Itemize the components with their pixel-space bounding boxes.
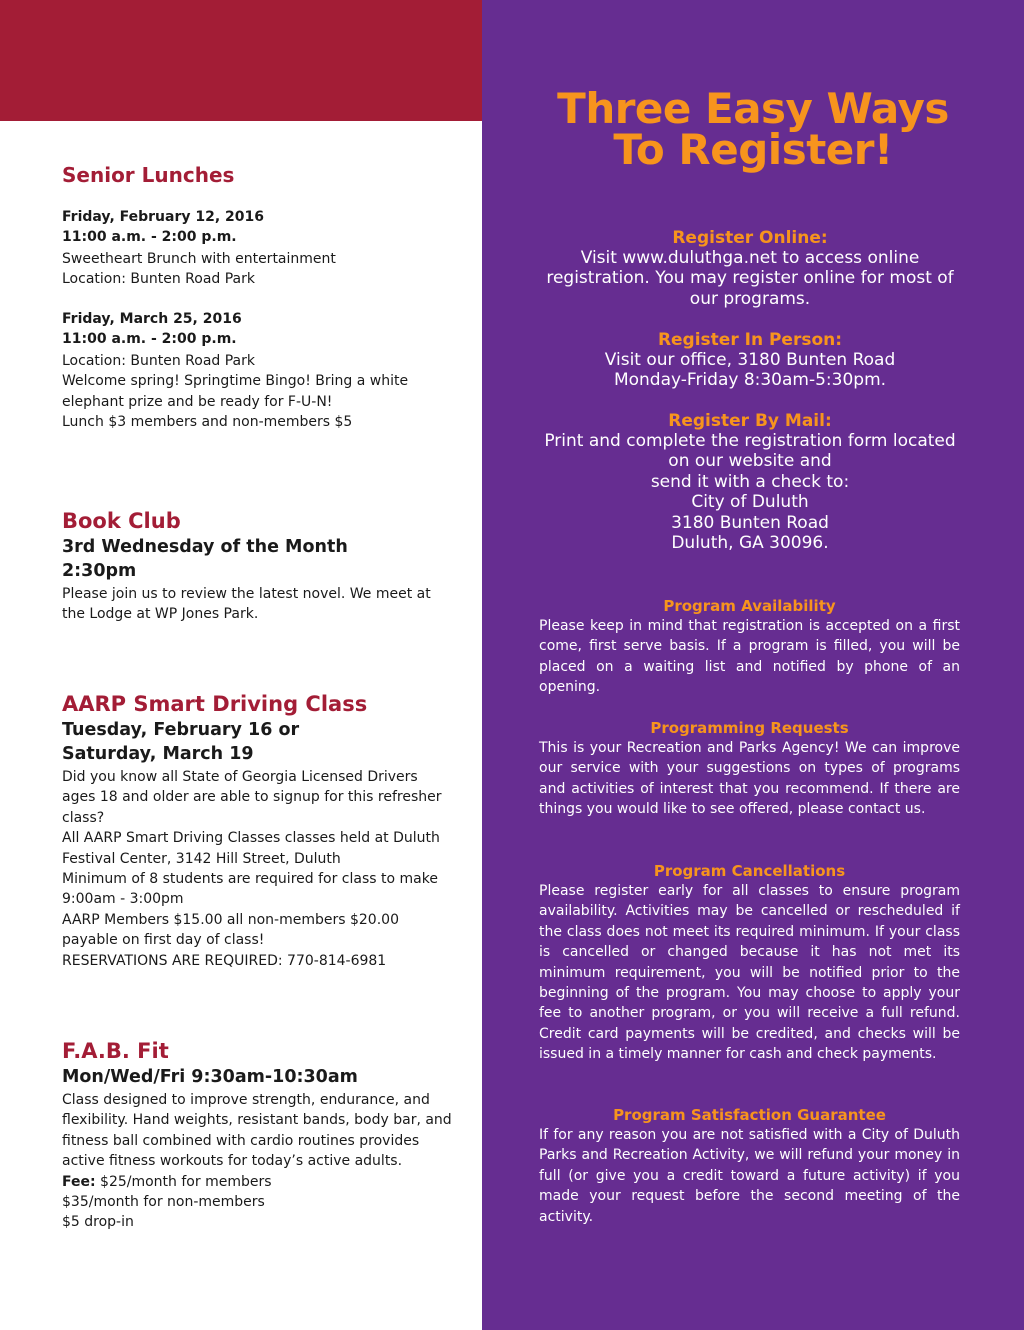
text-line: Duluth, GA 30096. [671,533,829,554]
text-line: Visit www.duluthga.net to access online [580,248,920,268]
fab-fit-details [62,1090,457,1233]
text-line: Location: Bunten Road Park [62,271,255,288]
cancellations-title: Program Cancellations [653,862,846,880]
fee-label: Fee: [62,1173,96,1190]
program-cancellations [539,861,960,1065]
lunch2-date: Friday, March 25, 2016 [62,311,242,327]
text-line: All AARP Smart Driving Classes classes held at Duluth [62,830,440,847]
text-line: our programs. [689,288,811,309]
requests-title: Programming Requests [650,719,849,737]
text-line: Please join us to review the latest novel. We meet at [62,586,431,602]
register-in-person-title: Register In Person: [657,330,843,350]
text-line: fitness ball combined with cardio routines provides [62,1132,420,1149]
aarp-details [62,767,457,971]
fab-fit-schedule: Mon/Wed/Fri 9:30am-10:30am [62,1067,358,1087]
text-line: registration. You may register online for most of [546,268,954,289]
book-club-schedule: 3rd Wednesday of the Month [62,537,348,557]
register-title-line2: To Register! [613,125,893,174]
guarantee-title: Program Satisfaction Guarantee [613,1106,886,1124]
book-club-details [62,584,457,625]
text-line: Minimum of 8 students are required for class to make [62,871,438,888]
fee-line [62,1172,457,1192]
header-banner [0,0,482,121]
aarp-title: AARP Smart Driving Class [62,692,368,716]
register-in-person [520,330,980,391]
register-title-line1: Three Easy Ways [557,84,949,133]
text-line: Print and complete the registration form located [544,431,956,451]
availability-title: Program Availability [663,597,836,615]
book-club-time: 2:30pm [62,561,137,581]
text-line: the Lodge at WP Jones Park. [62,606,259,623]
cancellations-text: Please register early for all classes to ensure program availability. Activities may be cancelled or rescheduled if the class does not meet its required minimum. If your class is cancelled or changed because it has not met its minimum requirement, you will be notified prior to the beginning of the program. You may choose to apply your fee to another program, or you will receive a full refund. Credit card payments will be credited, and checks will be issued in a timely manner for cash and check payments. [539,883,960,1063]
fee-value: $25/month for members [95,1173,272,1190]
satisfaction-guarantee [539,1105,960,1227]
register-by-mail [520,411,980,553]
text-line: payable on first day of class! [62,932,265,949]
text-line: Visit our office, 3180 Bunten Road [604,350,896,370]
text-line: City of Duluth [691,492,809,513]
aarp-date1: Tuesday, February 16 or [62,720,300,740]
senior-lunches-title: Senior Lunches [62,163,235,187]
requests-text: This is your Recreation and Parks Agency! We can improve our service with your suggestions on types of programs and activities of interest that you recommend. If there are things you would like to see offered, please contact us. [539,740,960,818]
text-line: Class designed to improve strength, endurance, and [62,1092,430,1108]
text-line: AARP Members $15.00 all non-members $20.00 [62,911,399,928]
fab-fit-title: F.A.B. Fit [62,1039,169,1063]
lunch2-time: 11:00 a.m. - 2:00 p.m. [62,331,237,347]
text-line: Festival Center, 3142 Hill Street, Duluth [62,850,341,867]
text-line: RESERVATIONS ARE REQUIRED: 770-814-6981 [62,952,387,969]
text-line: on our website and [668,451,832,472]
text-line: ages 18 and older are able to signup for this refresher [62,789,442,806]
book-club-title: Book Club [62,509,181,533]
program-availability [539,596,960,698]
register-mail-title: Register By Mail: [668,411,832,431]
text-line: Monday-Friday 8:30am-5:30pm. [613,370,887,391]
text-line: Location: Bunten Road Park [62,353,255,369]
guarantee-text: If for any reason you are not satisfied with a City of Duluth Parks and Recreation Activity, we will refund your money in full (or give you a credit toward a future activity) if you made your request before the second meeting of the activity. [539,1127,960,1225]
text-line: Welcome spring! Springtime Bingo! Bring a white [62,373,409,390]
text-line: 9:00am - 3:00pm [62,891,184,908]
lunch1-time: 11:00 a.m. - 2:00 p.m. [62,229,237,245]
text-line: active fitness workouts for today’s active adults. [62,1153,403,1170]
programming-requests [539,718,960,820]
register-online [520,228,980,309]
text-line: Sweetheart Brunch with entertainment [62,251,336,267]
lunch1-date: Friday, February 12, 2016 [62,209,265,225]
text-line: Did you know all State of Georgia Licensed Drivers [62,769,418,785]
text-line: $35/month for non-members [62,1194,265,1211]
text-line: send it with a check to: [650,471,850,492]
text-line: 3180 Bunten Road [671,512,829,533]
text-line: flexibility. Hand weights, resistant bands, body bar, and [62,1112,452,1129]
aarp-date2: Saturday, March 19 [62,744,254,764]
availability-text: Please keep in mind that registration is accepted on a first come, first serve basis. If a program is filled, you will be placed on a waiting list and notified by phone of an opening. [539,618,960,696]
text-line: Lunch $3 members and non-members $5 [62,414,353,431]
register-online-title: Register Online: [672,228,828,248]
lunch1-details [62,249,457,290]
text-line: class? [62,809,105,826]
text-line: $5 drop-in [62,1214,134,1231]
text-line: elephant prize and be ready for F-U-N! [62,393,333,410]
lunch2-details [62,351,457,433]
